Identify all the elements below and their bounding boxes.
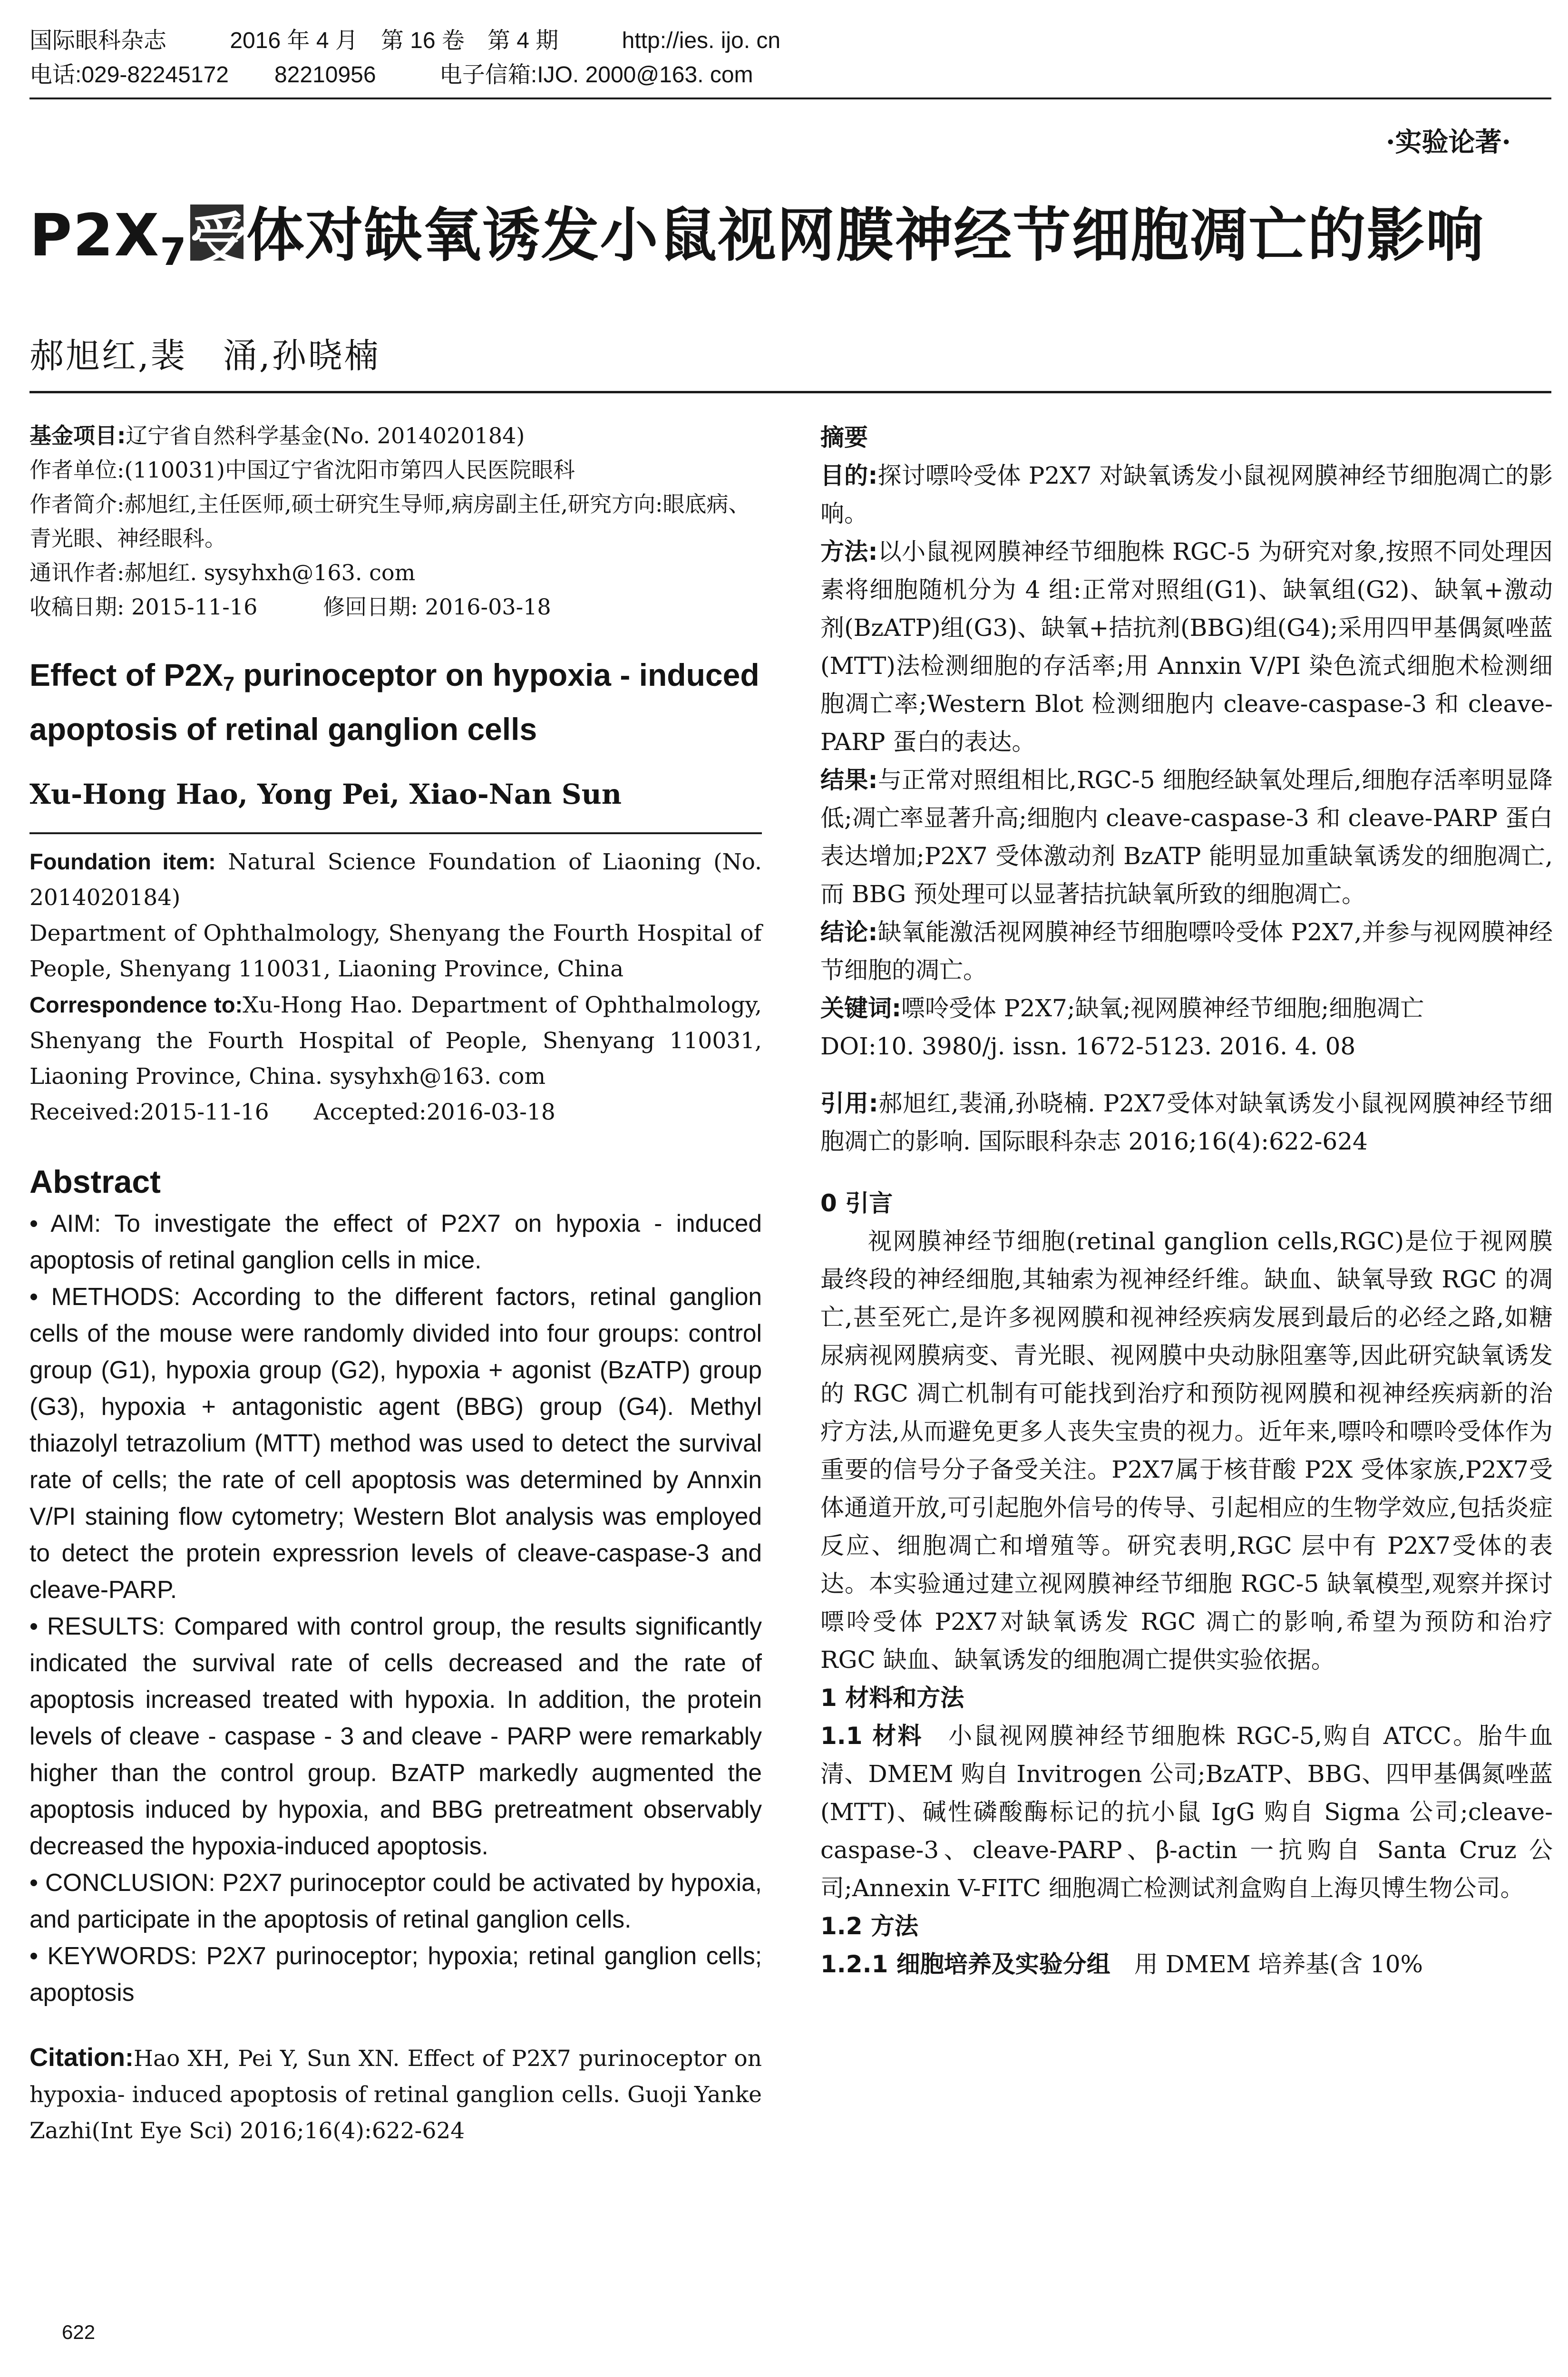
materials-heading: 1.1 材料 — [820, 1722, 923, 1750]
abstract-results: • RESULTS: Compared with control group, the results significantly indicated the survival rate of cells decreased and the rate of apoptosis increased treated with hypoxia. In addition, the protein levels of cleave - caspase - 3 and cleave - PARP were remarkably higher than the control group. BzATP markedly augmented the apoptosis induced by hypoxia, and BBG pretreatment observably decreased the hypoxia-induced apoptosis. — [29, 1612, 762, 1860]
citation-cn — [820, 1084, 1553, 1160]
foundation-text: Natural Science Foundation of Liaoning (No. 2014020184) — [29, 848, 762, 911]
aim-text: 探讨嘌呤受体 P2X7 对缺氧诱发小鼠视网膜神经节细胞凋亡的影响。 — [820, 462, 1553, 527]
journal-url[interactable]: http://ies. ijo. cn — [622, 28, 781, 53]
english-authors: Xu-Hong Hao, Yong Pei, Xiao-Nan Sun — [29, 778, 622, 810]
english-meta — [29, 844, 762, 1130]
correspondence-label: Correspondence to: — [29, 992, 243, 1017]
abstract-methods: • METHODS: According to the different factors, retinal ganglion cells of the mouse were randomly divided into four groups: control group (G1), hypoxia group (G2), hypoxia + agonist (BzATP) group (G3), hypoxia + antagonistic agent (BBG) group (G4). Methyl thiazolyl tetrazolium (MTT) method was used to detect the survival rate of cells; the rate of cell apoptosis was determined by Annxin V/PI staining flow cytometry; Western Blot analysis was employed to detect the protein expressrion levels of cleave-caspase-3 and cleave-PARP. — [29, 1282, 762, 1603]
aim-label: 目的: — [820, 462, 878, 489]
en-title-part-a: Effect of P2X — [29, 657, 224, 692]
en-authors-divider — [29, 832, 762, 834]
header-divider — [29, 97, 1551, 99]
journal-header — [29, 24, 1551, 92]
intro-body — [820, 1222, 1553, 1679]
fund-text: 辽宁省自然科学基金(No. 2014020184) — [126, 423, 525, 448]
author-unit: 作者单位:(110031)中国辽宁省沈阳市第四人民医院眼科 — [29, 457, 575, 483]
citation-label: Citation: — [29, 2043, 134, 2072]
citation-text: Hao XH, Pei Y, Sun XN. Effect of P2X7 purinoceptor on hypoxia- induced apoptosis of retinal ganglion cells. Guoji Yanke Zazhi(Int Eye Sci) 2016;16(4):622-624 — [29, 2045, 762, 2144]
cell-culture-heading: 1.2.1 细胞培养及实验分组 — [820, 1950, 1110, 1978]
right-column — [820, 419, 1553, 1983]
methods-text: 以小鼠视网膜神经节细胞株 RGC-5 为研究对象,按照不同处理因素将细胞随机分为 4 组:正常对照组(G1)、缺氧组(G2)、缺氧+激动剂(BzATP)组(G3)、缺氧+拮抗剂(BBG)组(G4);采用四甲基偶氮唑蓝(MTT)法检测细胞的存活率;用 Annxin V/PI 染色流式细胞术检测细胞凋亡率;Western Blot 检测细胞内 cleave-caspase-3 和 cleave-PARP 蛋白的表达。 — [820, 538, 1553, 756]
keywords-text: 嘌呤受体 P2X7;缺氧;视网膜神经节细胞;细胞凋亡 — [901, 994, 1424, 1022]
received-dates: 收稿日期: 2015-11-16 修回日期: 2016-03-18 — [29, 594, 551, 620]
english-title — [29, 653, 762, 751]
methods-heading: 1 材料和方法 — [820, 1684, 964, 1712]
title-divider — [29, 391, 1551, 393]
conclusion-text: 缺氧能激活视网膜神经节细胞嘌呤受体 P2X7,并参与视网膜神经节细胞的凋亡。 — [820, 918, 1553, 984]
received-accepted: Received:2015-11-16 Accepted:2016-03-18 — [29, 1099, 555, 1125]
abstract-aim: • AIM: To investigate the effect of P2X7 on hypoxia - induced apoptosis of retinal ganglion cells in mice. — [29, 1209, 762, 1274]
method-heading: 1.2 方法 — [820, 1912, 918, 1940]
abstract-heading: Abstract — [29, 1163, 161, 1200]
section-tag: ·实验论著· — [1386, 127, 1511, 158]
journal-name: 国际眼科杂志 — [29, 28, 167, 53]
citation-cn-text: 郝旭红,裴涌,孙晓楠. P2X7受体对缺氧诱发小鼠视网膜神经节细胞凋亡的影响. 国际眼科杂志 2016;16(4):622-624 — [820, 1090, 1553, 1155]
page-title — [29, 200, 1551, 288]
cell-culture-text: 用 DMEM 培养基(含 10% — [1134, 1950, 1423, 1978]
meta-cn — [29, 419, 762, 624]
journal-issue: 2016 年 4 月 第 16 卷 第 4 期 — [230, 28, 559, 53]
en-title-subscript: 7 — [223, 672, 234, 696]
abstract-cn-heading: 摘要 — [820, 424, 868, 451]
authors-cn: 郝旭红,裴 涌,孙晓楠 — [29, 336, 380, 376]
en-title-part-b: purinoceptor on hypoxia - induced apoptosis of retinal ganglion cells — [29, 657, 760, 747]
abstract-conclusion: • CONCLUSION: P2X7 purinoceptor could be activated by hypoxia, and participate in the apoptosis of retinal ganglion cells. — [29, 1868, 762, 1933]
title-highlight-glyph: 受 — [190, 205, 243, 261]
title-prefix: P2X — [29, 202, 160, 269]
foundation-label: Foundation item: — [29, 848, 216, 874]
intro-heading: 0 引言 — [820, 1189, 893, 1217]
title-subscript: 7 — [160, 229, 187, 274]
materials-text: 小鼠视网膜神经节细胞株 RGC-5,购自 ATCC。胎牛血清、DMEM 购自 Invitrogen 公司;BzATP、BBG、四甲基偶氮唑蓝(MTT)、碱性磷酸酶标记的抗小鼠 IgG 购自 Sigma 公司;cleave-caspase-3、cleave-PARP、β-actin 一抗购自 Santa Cruz 公司;Annexin V-FITC 细胞凋亡检测试剂盒购自上海贝博生物公司。 — [820, 1722, 1553, 1902]
abstract-cn — [820, 457, 1553, 1065]
title-rest: 体对缺氧诱发小鼠视网膜神经节细胞凋亡的影响 — [246, 202, 1485, 269]
abstract-keywords: • KEYWORDS: P2X7 purinoceptor; hypoxia; retinal ganglion cells; apoptosis — [29, 1941, 762, 2006]
citation-en — [29, 2039, 762, 2149]
intro-text: 视网膜神经节细胞(retinal ganglion cells,RGC)是位于视网膜最终段的神经细胞,其轴索为视神经纤维。缺血、缺氧导致 RGC 的凋亡,甚至死亡,是许多视网膜和视神经疾病发展到最后的必经之路,如糖尿病视网膜病变、青光眼、视网膜中央动脉阻塞等,因此研究缺氧诱发的 RGC 凋亡机制有可能找到治疗和预防视网膜和视神经疾病新的治疗方法,从而避免更多人丧失宝贵的视力。近年来,嘌呤和嘌呤受体作为重要的信号分子备受关注。P2X7属于核苷酸 P2X 受体家族,P2X7受体通道开放,可引起胞外信号的传导、引起相应的生物学效应,包括炎症反应、细胞凋亡和增殖等。研究表明,RGC 层中有 P2X7受体的表达。本实验通过建立视网膜神经节细胞 RGC-5 缺氧模型,观察并探讨嘌呤受体 P2X7对缺氧诱发 RGC 凋亡的影响,希望为预防和治疗 RGC 缺血、缺氧诱发的细胞凋亡提供实验依据。 — [820, 1227, 1553, 1674]
doi[interactable]: DOI:10. 3980/j. issn. 1672-5123. 2016. 4. 08 — [820, 1033, 1356, 1060]
abstract-en — [29, 1205, 762, 2011]
methods-body — [820, 1717, 1553, 1983]
corresponding-author: 通讯作者:郝旭红. sysyhxh@163. com — [29, 560, 416, 585]
author-bio: 作者简介:郝旭红,主任医师,硕士研究生导师,病房副主任,研究方向:眼底病、青光眼、神经眼科。 — [29, 491, 750, 551]
correspondence-text: Xu-Hong Hao. Department of Ophthalmology, Shenyang the Fourth Hospital of People, Shenyang 110031, Liaoning Province, China. sysyhxh@163. com — [29, 992, 762, 1090]
fund-label: 基金项目: — [29, 423, 126, 448]
results-label: 结果: — [820, 766, 878, 794]
department-text: Department of Ophthalmology, Shenyang the Fourth Hospital of People, Shenyang 110031, Liaoning Province, China — [29, 920, 762, 982]
citation-cn-label: 引用: — [820, 1090, 878, 1117]
page-number: 622 — [62, 2321, 96, 2343]
left-column — [29, 419, 762, 2149]
keywords-label: 关键词: — [820, 994, 901, 1022]
journal-phone: 电话:029-82245172 82210956 — [29, 62, 376, 88]
results-text: 与正常对照组相比,RGC-5 细胞经缺氧处理后,细胞存活率明显降低;凋亡率显著升高;细胞内 cleave-caspase-3 和 cleave-PARP 蛋白表达增加;P2X7 受体激动剂 BzATP 能明显加重缺氧诱发的细胞凋亡,而 BBG 预处理可以显著拮抗缺氧所致的细胞凋亡。 — [820, 766, 1553, 908]
conclusion-label: 结论: — [820, 918, 878, 946]
journal-email[interactable]: 电子信箱:IJO. 2000@163. com — [439, 62, 753, 88]
methods-label: 方法: — [820, 538, 878, 565]
